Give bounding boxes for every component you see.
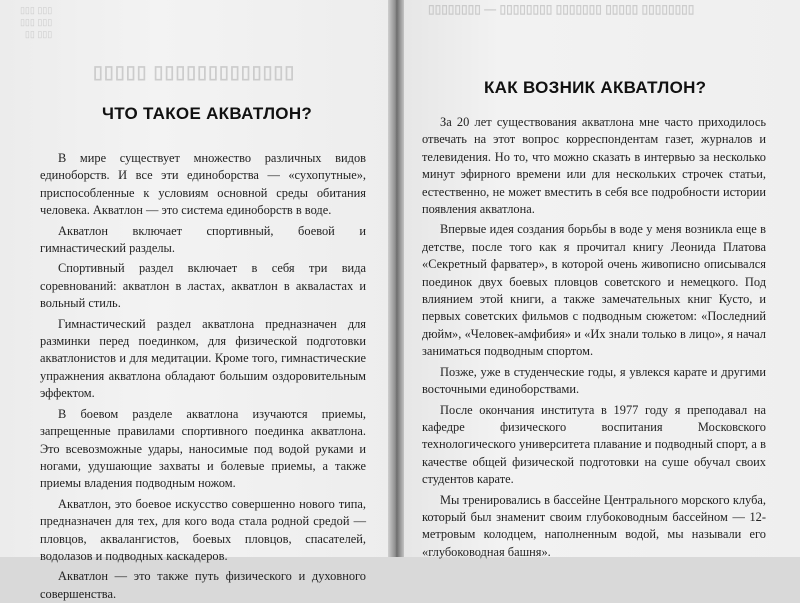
paragraph: В мире существует множество различных видов единоборств. И все эти единоборства — «сухопутные», приспособленные к условиям основной среды обитания человека. Акватлон — это система единоборств в воде. [40,151,366,218]
chapter-title: ЧТО ТАКОЕ АКВАТЛОН? [102,104,313,123]
book-gutter [388,0,404,557]
body-text [422,114,766,561]
paragraph: После окончания института в 1977 году я преподавал на кафедре физического воспитания Московского технологического университета плавание и подводный спорт, а в качестве общей физической подготовки на суше обучал своих студентов карате. [422,402,766,487]
right-page [400,0,800,557]
paragraph: В боевом разделе акватлона изучаются приемы, запрещенные правилами спортивного поединка акватлона. Это всевозможные удары, наносимые под водой руками и ногами, удушающие захваты и болевые приемы, а также приемы владения подводным ножом. [40,406,366,491]
body-text [40,150,366,603]
bleed-through-catalog-code: ▯▯▯ ▯▯▯ ▯▯▯ ▯▯▯ ▯▯▯ ▯▯ [20,5,53,39]
paragraph: Спортивный раздел включает в себя три вида соревнований: акватлон в ластах, акватлон в акваластах и вольный стиль. [40,261,366,311]
bleed-through-running-header: ▯▯▯▯▯▯▯▯ ▯▯▯▯▯ ▯▯▯▯▯▯▯ ▯▯▯▯▯▯▯▯ — ▯▯▯▯▯▯▯▯ [428,2,695,16]
paragraph: Впервые идея создания борьбы в воде у меня возникла еще в детстве, после того как я прочитал книгу Леонида Платова «Секретный фарватер», в которой очень живописно описывался поединок двух боевых пловцов советского и немецкого. Под влиянием этой книги, а также замечательных книг Кусто, и первых советских фильмов с подводным сюжетом: «Последний дюйм», «Человек-амфибия» и «Их знали только в лицо», я начал заниматься подводным спортом. [422,222,766,359]
paragraph: Акватлон — это также путь физического и духовного совершенства. [40,569,366,601]
paragraph: Акватлон, это боевое искусство совершенно нового типа, предназначен для тех, для кого вода стала родной средой — пловцов, аквалангистов, боевых пловцов, спасателей, водолазов и подводных каскадеров. [40,496,366,563]
paragraph: За 20 лет существования акватлона мне часто приходилось отвечать на этот вопрос корреспондентам газет, журналов и телевидения. Но то, что можно сказать в интервью за несколько минут эфирного времени или для нескольких строчек статьи, естественно, не может вместить в себя все подробности истории появления акватлона. [422,115,766,217]
left-page [0,0,393,601]
chapter-title: КАК ВОЗНИК АКВАТЛОН? [484,78,707,97]
paragraph: Гимнастический раздел акватлона предназначен для разминки перед поединком, для физической подготовки акватлонистов и для медитации. Кроме того, гимнастические упражнения акватлона обладают большим оздоровительным эффектом. [40,316,366,401]
paragraph: Мы тренировались в бассейне Центрального морского клуба, который был знаменит своим глубоководным бассейном — 12-метровым колодцем, наполненным водой, мы называли его «глубоководная башня». [422,492,766,559]
bleed-through-heading: ▯▯▯▯▯▯▯▯▯▯▯▯▯ ▯▯▯▯▯ [92,62,295,82]
paragraph: Позже, уже в студенческие годы, я увлекся карате и другими восточными единоборствами. [422,364,766,397]
paragraph: Акватлон включает спортивный, боевой и гимнастический разделы. [40,223,366,256]
